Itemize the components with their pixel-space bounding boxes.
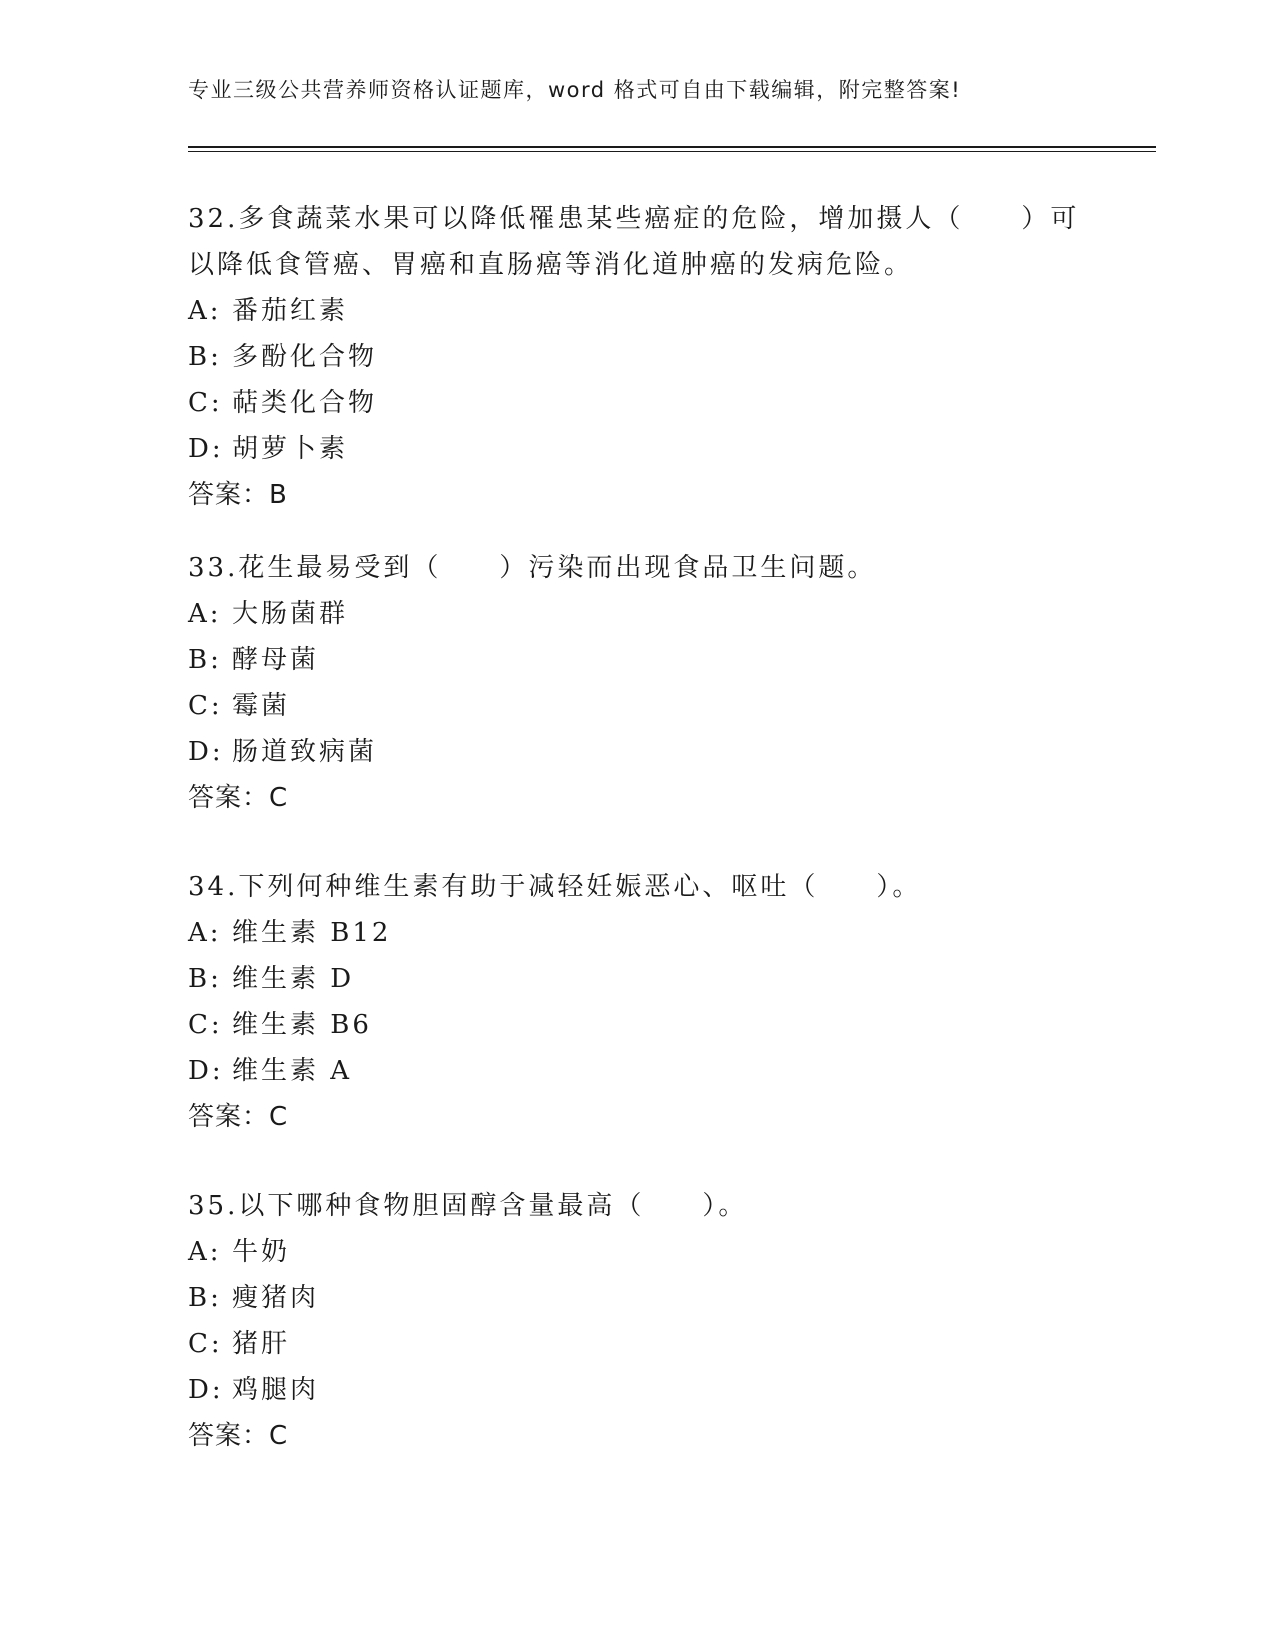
option-text: 鸡腿肉 — [232, 1375, 320, 1405]
question-stem-line: 35.以下哪种食物胆固醇含量最高（ ）。 — [188, 1191, 748, 1221]
header-divider-thick — [188, 146, 1156, 148]
option-letter: B: — [188, 645, 222, 675]
option-letter: C: — [188, 1329, 223, 1359]
option-text: 维生素 B12 — [232, 918, 392, 948]
option-b — [188, 956, 1088, 1002]
option-text: 维生素 A — [232, 1056, 353, 1086]
option-letter: D: — [188, 1375, 224, 1405]
option-letter: A: — [188, 918, 222, 948]
answer-line: 答案：C — [188, 1421, 289, 1451]
option-b — [188, 637, 1088, 683]
option-text: 胡萝卜素 — [232, 434, 349, 464]
option-text: 酵母菌 — [232, 645, 320, 675]
option-text: 多酚化合物 — [232, 342, 378, 372]
answer-line: 答案：C — [188, 783, 289, 813]
question-35 — [188, 1183, 1088, 1459]
option-a — [188, 288, 1088, 334]
option-letter: A: — [188, 296, 222, 326]
option-c — [188, 380, 1088, 426]
option-text: 大肠菌群 — [232, 599, 349, 629]
option-letter: C: — [188, 388, 223, 418]
page-header: 专业三级公共营养师资格认证题库，word 格式可自由下载编辑，附完整答案! — [188, 78, 962, 102]
option-c — [188, 1002, 1088, 1048]
option-a — [188, 1229, 1088, 1275]
answer-line: 答案：B — [188, 480, 288, 510]
question-33 — [188, 545, 1088, 821]
option-b — [188, 334, 1088, 380]
option-text: 瘦猪肉 — [232, 1283, 320, 1313]
option-letter: A: — [188, 599, 222, 629]
option-letter: C: — [188, 1010, 223, 1040]
option-text: 维生素 B6 — [232, 1010, 372, 1040]
option-letter: B: — [188, 964, 222, 994]
option-d — [188, 426, 1088, 472]
option-letter: C: — [188, 691, 223, 721]
option-letter: D: — [188, 1056, 224, 1086]
question-34 — [188, 864, 1088, 1140]
option-letter: B: — [188, 1283, 222, 1313]
option-text: 牛奶 — [232, 1237, 291, 1267]
option-d — [188, 1367, 1088, 1413]
question-32 — [188, 196, 1088, 518]
answer-line: 答案：C — [188, 1102, 289, 1132]
option-letter: B: — [188, 342, 222, 372]
option-text: 维生素 D — [232, 964, 355, 994]
option-letter: D: — [188, 434, 224, 464]
header-divider-thin — [188, 151, 1156, 152]
option-text: 肠道致病菌 — [232, 737, 378, 767]
option-text: 猪肝 — [232, 1329, 291, 1359]
option-d — [188, 729, 1088, 775]
option-letter: A: — [188, 1237, 222, 1267]
option-d — [188, 1048, 1088, 1094]
option-text: 霉菌 — [232, 691, 291, 721]
option-letter: D: — [188, 737, 224, 767]
question-stem-line: 33.花生最易受到（ ）污染而出现食品卫生问题。 — [188, 553, 877, 583]
option-c — [188, 683, 1088, 729]
option-a — [188, 591, 1088, 637]
question-stem-line: 34.下列何种维生素有助于减轻妊娠恶心、呕吐（ ）。 — [188, 872, 922, 902]
option-c — [188, 1321, 1088, 1367]
option-b — [188, 1275, 1088, 1321]
option-a — [188, 910, 1088, 956]
question-stem-line: 以降低食管癌、胃癌和直肠癌等消化道肿癌的发病危险。 — [188, 250, 914, 280]
option-text: 番茄红素 — [232, 296, 349, 326]
question-stem-line: 32.多食蔬菜水果可以降低罹患某些癌症的危险，增加摄人（ ）可 — [188, 204, 1080, 234]
option-text: 萜类化合物 — [232, 388, 378, 418]
